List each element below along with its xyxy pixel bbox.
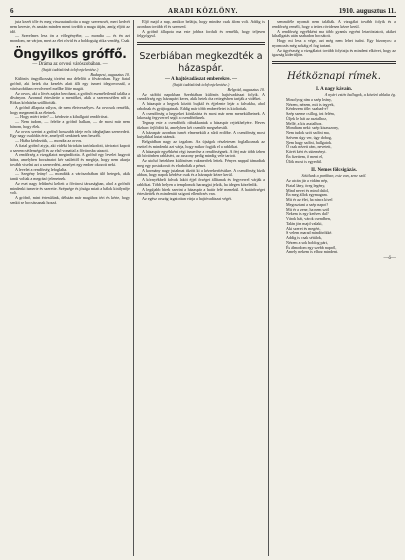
poem-line: Az utcán jár a vidám nép,	[286, 178, 329, 183]
section-title: Hétköznapi rímek.	[287, 71, 381, 82]
poem-line: Várok hát, várok csendben,	[286, 216, 331, 221]
section-divider	[137, 42, 265, 45]
poem-line: Szép szeme csillog, int felém,	[286, 111, 335, 116]
poem-line: Talán jön majd valaki,	[286, 220, 323, 226]
poem-line: Megosztani a szép napot?	[286, 201, 329, 207]
poem-line: Mondtam neki: szép kisasszony,	[286, 125, 339, 131]
paragraph: A házaspár egyébként régi ismerőse a rendőrségnek. A férj már több ízben ült börtönben rablásért, az asszony pedig mindig vele tartott.	[137, 148, 265, 159]
column-1	[10, 20, 130, 556]
poem-line: Ülök most is egyedül.	[286, 158, 322, 164]
paragraph: A környékbeli falvak lakói éjjel őrséget állítanak és fegyverrel várják a rablókat. Több helyen a templomok harangjai jelzik, ha idegen közeledik.	[137, 177, 265, 187]
poem-verses	[272, 98, 396, 165]
article-subtitle: — Dráma az orvosi várószobában. —	[32, 61, 108, 67]
paragraph: A rendőrség egyébként ma több gyanús egyént letartóztatott, akiket kihallgatás után szabadon bocsátott.	[272, 28, 396, 39]
poem-line: És álmodom egy szebb napról,	[286, 244, 337, 250]
column-3	[272, 20, 396, 556]
paragraph: — Nem tudom, — felelte a grófnő halkan, — de most már nem bánom, hogy élek.	[10, 119, 130, 129]
paragraph: Az egész ország izgatottan várja a hajtóvadászat végét.	[142, 196, 233, 201]
paragraph: A levelet a rendőrség lefoglalta.	[15, 166, 68, 172]
paragraph: — Szegény leány! — mondták a várószobában ülő betegek, akik tanúi voltak a megrázó jelenetnek.	[10, 171, 130, 181]
paragraph: A legújabb hírek szerint a házaspár a határ felé menekül. A határőrséget értesítették és mindenütt szigorú ellenőrzés van.	[137, 186, 265, 197]
poem-line: Mosolyog rám a szép leány,	[286, 96, 332, 102]
poem-line: Kérdezem tőle: szabad-e?	[286, 106, 329, 112]
poem-line: Nézem, nézem, mit is tegyek,	[286, 101, 335, 107]
paragraph: Az eset nagy feltűnést keltett a fővárosi társaságban, ahol a grófnőt mindenki ismerte és szerette. Szépsége és jósága miatt a bálok királynője volt.	[10, 180, 130, 196]
paragraph: A házaspár azonban ismét elmenekült a sűrű erdőbe. A csendőrség most kutyákkal kutat utánuk.	[137, 129, 265, 140]
paragraph: Tegnap este a csendőrök rábukkantak a házaspár rejtekhelyére. Heves tűzharc fejlődött ki, amelyben két csendőr megsebesült.	[137, 120, 265, 130]
poem-subtitle: Sétálunk a parkban, este van, zene szól.	[301, 173, 367, 179]
article-title: Szerbiában megkezdték a házaspár.	[139, 51, 263, 74]
paragraph: A csendőrség a hegyeket körülzárta és most már nem menekülhetnek. A lakosság fegyverrel segít a csendőröknek.	[137, 110, 265, 121]
paragraph: A rendőrség a vizsgálatot megindította. A grófnő egy levelet hagyott hátra, amelyben bocsánatot kér szüleitől és megírja, hogy nem akarja tovább viselni azt a szenvedést, amelyet egy ember okozott neki.	[10, 152, 130, 167]
paragraph: Eljő majd a nap, amikor belátja, hogy mindez csak álom volt. Addig is azonban tovább él és szenved.	[137, 20, 265, 29]
poem-line: Én meg állok egymagam.	[286, 192, 328, 198]
paragraph: A grófnő állapota súlyos, de nem életveszélyes. Az orvosok remélik, hogy megmentik az életnek.	[10, 104, 130, 115]
page-header	[10, 7, 396, 17]
poem-line: Kávét kért és süteményt.	[286, 149, 327, 154]
article-byline: (Saját tudósítónk telefonjelentése.)	[41, 66, 99, 72]
paragraph: — Szerelmes lesz ön a vőlegényébe, — mondta — és én azt mondom, ne várjon, mert az élet rövid és a boldogság ritka vendég. Csak	[10, 33, 130, 43]
poem-title: II. Nemes fölcsigázás.	[311, 168, 357, 174]
section-divider	[272, 61, 396, 64]
paragraph: semmiféle nyomát nem találták. A vizsgálat tovább folyik és a rendőrség reméli, hogy a tettes rövidesen kézre kerül.	[272, 20, 396, 29]
article-subtitle: — A hajtóvadászat emberekre. —	[165, 77, 237, 82]
paragraph: Az orvos szerint a grófnő hosszabb ideje erős idegbajban szenvedett. Egy nagy csalódás érte, amelyről senkinek sem beszélt.	[10, 128, 130, 139]
newspaper-name: ARADI KÖZLÖNY.	[168, 7, 238, 15]
page-number: 6	[10, 7, 14, 15]
poem-line: S velem marad mindörökké.	[286, 230, 333, 236]
column-divider	[268, 20, 269, 556]
poem-line: Mellé, a kis asztalhoz.	[286, 120, 323, 126]
paragraph: Hogy mi lesz a vége, azt még nem lehet tudni. Egy bizonyos: a nyomozás még sokáig el fog tartani.	[272, 38, 396, 48]
article-dateline: Belgrád, augusztus 10.	[227, 86, 265, 92]
article-dateline: Budapest, augusztus 10.	[90, 71, 130, 77]
column-divider	[133, 20, 134, 556]
poem-line: Addig is csak sétálok,	[286, 235, 322, 240]
paragraph: — Hogy miért tette? — kérdezte a kihallgató rendőrtiszt.	[15, 114, 109, 120]
author-signature: —ő—	[383, 256, 396, 261]
poem-line: Mind nevet és mind dalol,	[286, 187, 329, 193]
poem-line: Nem tudok szót szólni ma,	[286, 130, 330, 135]
paragraph: A grófnő állapota ma este jobbra fordult és remélik, hogy teljesen felgyógyul.	[137, 28, 265, 39]
poem-line: Aki szeret és megért,	[286, 225, 321, 231]
paragraph: A kormány nagy jutalmat tűzött ki a kézrekerítésükre. A csendőrség bízik abban, hogy napok kérdése csak és a házaspár kézre kerül.	[137, 167, 265, 178]
paragraph: Az ügyészség a vizsgálatot tovább folytatja és mindent elkövet, hogy az igazság kiderüljön.	[272, 47, 396, 58]
issue-date: 1910. augusztus 11.	[338, 7, 396, 15]
poem-verses	[272, 179, 396, 255]
paragraph: — Hiába kérdeztük, — mondta az orvos.	[15, 138, 83, 143]
paragraph: A fiatal grófnő atyja, aki vidéki birtokán tartózkodott, táviratot kapott a szerencsétlenségről és az első vonattal a fővárosba utazott.	[10, 142, 130, 153]
poem-title: I. A nagy kávain.	[316, 87, 352, 92]
column-2	[137, 20, 265, 556]
poem-subtitle: A nyári estén ballagok, a kávézó ablaka ég.	[324, 92, 396, 97]
paragraph: Az utolsó hetekben különösen vakmerőek lettek. Fényes nappal támadtak meg egy postakocsit és elrabolták a pénzt.	[137, 158, 265, 168]
poem-line: Szívem úgy ver, úgy dobog,	[286, 134, 332, 140]
poem-line: Nézem a sok boldog párt,	[286, 239, 328, 245]
poem-line: Üljek le hát az asztalhoz,	[286, 115, 328, 121]
paragraph: A házaspár a hegyek között bujkál és éjjelente lejár a falvakba, ahol rabolnak és gyújtogatnak. Eddig már több emberéletet is kioltottak.	[137, 101, 265, 111]
poem-line: Mit ér az élet, ha nincs kivel	[286, 197, 333, 202]
poem-line: Amely nekem is elhoz mindent.	[286, 249, 339, 255]
paragraph: Belgrádban nagy az izgalom. Az újságok részletesen foglalkoznak az esettel és mindenki azt várja, hogy mikor fogják el a rablókat.	[137, 139, 265, 149]
article-title: Öngyilkos gróffő.	[13, 46, 127, 61]
article-byline: (Saját tudósítónk telefonjelentése.)	[172, 82, 230, 87]
poem-line: Ő csak nézett rám, nevetett,	[286, 144, 332, 150]
poem-line: Mit ér a zene, ha nem szól	[286, 206, 330, 212]
paragraph: Az orvos, aki a lövés zajára berohant, a grófnőt eszméletlenül találta a díványon. Azonnal értesítette a mentőket, akik a szerencsétlen nőt a Rókus kórházba szállították.	[10, 90, 130, 105]
poem-line: Én fizettem, ő ment el,	[286, 153, 324, 159]
poem-line: Nekem is egy kedves dal?	[286, 211, 329, 217]
paragraph: Különös öngyilkosság történt ma délelőtt a fővárosban. Egy fiatal grófnő, aki hetek óta kezelés alatt állt egy ismert idegorvosnál, a várószobában revolverrel mellbe lőtte magát.	[10, 76, 130, 91]
poem-line: Fiatal lány, öreg legény,	[286, 182, 326, 188]
paragraph: A grófnő, mint értesülünk, délután már magához tért és kérte, hogy senkit se bocsássanak hozzá.	[10, 195, 130, 205]
paragraph: juta kezét tőle és meg visszautasította a nagy szerencsét, mert kedvét nem kereste, és azután minden ment tovább a maga útján, amíg eljött az idő.	[10, 20, 130, 34]
poem-line: Nem hagy szólni, hallgatok.	[286, 139, 333, 145]
paragraph: Az utóbbi napokban Szerbiában különös hajtóvadászat folyik. A csendőrség egy házaspárt keres, akik hetek óta rettegésben tartják a vidéket.	[137, 91, 265, 102]
